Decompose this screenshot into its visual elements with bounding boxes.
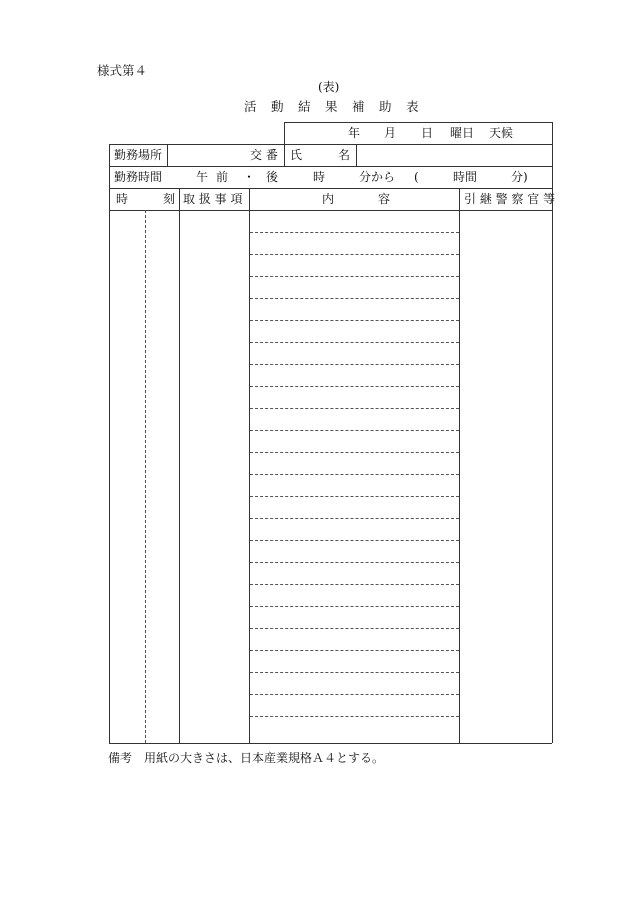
ampm-char: ・ (243, 170, 256, 184)
content-ruled-line (250, 276, 459, 277)
content-ruled-line (250, 408, 459, 409)
content-ruled-line (250, 320, 459, 321)
duration-hours-label: 時間 (453, 170, 478, 184)
work-location-label: 勤務場所 (114, 148, 163, 162)
duration-minutes-label: 分) (511, 170, 528, 184)
grid-line (459, 188, 460, 743)
grid-line (167, 144, 168, 166)
col-handover-header: 引 継 警 察 官 等 (464, 192, 556, 206)
col-content-char: 容 (378, 192, 391, 206)
grid-line (109, 144, 552, 145)
content-ruled-line (250, 496, 459, 497)
grid-line (109, 743, 552, 744)
content-ruled-line (250, 474, 459, 475)
grid-line (249, 188, 250, 743)
title-char: 表 (406, 99, 419, 114)
grid-line (284, 122, 552, 123)
content-ruled-line (250, 562, 459, 563)
content-ruled-line (250, 298, 459, 299)
content-ruled-line (250, 452, 459, 453)
title-char: 助 (379, 99, 392, 114)
content-ruled-line (250, 672, 459, 673)
col-time-char: 刻 (163, 192, 176, 206)
content-ruled-line (250, 342, 459, 343)
col-handling-header: 取 扱 事 項 (183, 192, 243, 206)
title-char: 補 (352, 99, 365, 114)
minutes-from-label: 分から (359, 170, 396, 184)
content-ruled-line (250, 584, 459, 585)
content-ruled-line (250, 364, 459, 365)
title-char: 結 (298, 99, 311, 114)
grid-line (109, 166, 552, 167)
time-column-divider (145, 210, 146, 743)
content-ruled-line (250, 650, 459, 651)
name-label-char: 氏 (290, 148, 303, 162)
content-ruled-line (250, 694, 459, 695)
date-day-label: 日 (421, 126, 434, 140)
title-char: 動 (271, 99, 284, 114)
content-ruled-line (250, 518, 459, 519)
grid-line (109, 188, 552, 189)
content-ruled-line (250, 430, 459, 431)
date-weekday-label: 曜日 (450, 126, 475, 140)
form-number: 様式第４ (97, 63, 148, 78)
content-ruled-line (250, 386, 459, 387)
work-hours-label: 勤務時間 (114, 170, 163, 184)
content-ruled-line (250, 606, 459, 607)
paren-open: ( (414, 170, 419, 184)
col-time-char: 時 (116, 192, 129, 206)
grid-line (109, 144, 110, 743)
content-ruled-line (250, 254, 459, 255)
weather-label: 天候 (489, 126, 514, 140)
content-ruled-line (250, 540, 459, 541)
grid-line (179, 188, 180, 743)
title-char: 果 (325, 99, 338, 114)
title-char: 活 (244, 99, 257, 114)
grid-line (109, 210, 552, 211)
koban-label: 交 番 (250, 148, 278, 162)
ampm-char: 後 (266, 170, 279, 184)
grid-line (284, 122, 285, 166)
grid-line (356, 144, 357, 166)
content-ruled-line (250, 232, 459, 233)
col-content-char: 内 (322, 192, 335, 206)
content-ruled-line (250, 628, 459, 629)
ampm-char: 前 (216, 170, 229, 184)
date-month-label: 月 (384, 126, 397, 140)
content-ruled-line (250, 716, 459, 717)
form-side-label: (表) (318, 80, 340, 94)
name-label-char: 名 (338, 148, 351, 162)
hour-label: 時 (313, 170, 326, 184)
remarks-note: 備考 用紙の大きさは、日本産業規格Ａ４とする。 (108, 751, 385, 765)
date-year-label: 年 (348, 126, 361, 140)
grid-line (552, 122, 553, 743)
ampm-char: 午 (196, 170, 209, 184)
